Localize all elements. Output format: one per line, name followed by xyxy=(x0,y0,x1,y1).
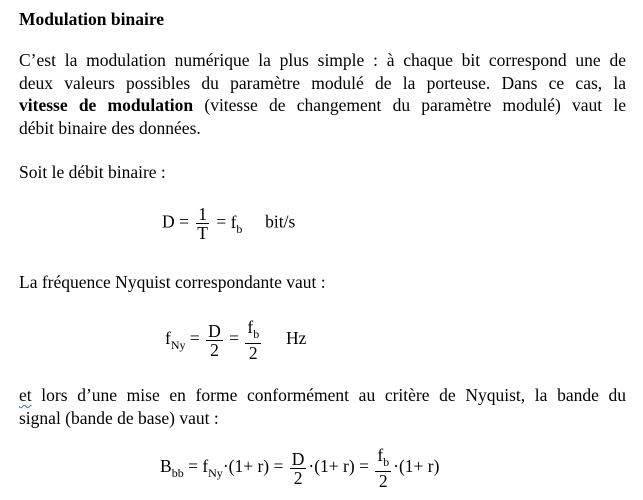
formula2-eq1: = xyxy=(189,328,200,349)
intro-paragraph xyxy=(19,49,626,139)
formula3-fraction-1 xyxy=(290,450,307,487)
formula3-term2: ·(1+ r) xyxy=(308,456,355,477)
band-line-1 xyxy=(19,384,626,407)
formula2-denominator-2: 2 xyxy=(248,343,258,363)
formula3-denominator-2: 2 xyxy=(378,471,388,491)
formula2-lhs-subscript: Ny xyxy=(170,338,186,353)
formula1-unit: bit/s xyxy=(265,211,296,232)
band-line-2: signal (bande de base) vaut : xyxy=(19,407,219,428)
formula2-eq2: = xyxy=(229,328,240,349)
formula1-denominator: T xyxy=(197,223,208,243)
formula1-fraction xyxy=(195,205,210,242)
formula-debit xyxy=(162,205,295,242)
formula1-numerator: 1 xyxy=(198,204,207,224)
formula1-rhs-subscript: b xyxy=(236,221,243,236)
band-line-1-rest: lors d’une mise en forme conformément au critère de Nyquist, la bande du xyxy=(31,385,626,405)
formula2-lhs: $f_{Ny}$ xyxy=(165,328,186,353)
formula3-numerator-2-subscript: b xyxy=(383,455,390,469)
formula-nyquist xyxy=(165,318,306,362)
formula3-denominator-1: 2 xyxy=(293,467,303,488)
section-heading: Modulation binaire xyxy=(19,9,165,29)
formula3-term3: ·(1+ r) xyxy=(393,456,440,477)
formula3-lhs-subscript: bb xyxy=(171,466,184,481)
bold-term: vitesse de modulation xyxy=(19,95,194,115)
formula3-fraction-2 xyxy=(375,446,391,490)
formula2-denominator-1: 2 xyxy=(210,339,219,360)
formula2-numerator-2-subscript: b xyxy=(253,327,260,341)
formula1-rhs: $f_b$ xyxy=(230,211,243,236)
formula3-lhs: $B_{bb}$ xyxy=(160,456,184,481)
debit-intro-text: Soit le débit binaire : xyxy=(19,162,166,182)
formula-bandwidth xyxy=(160,446,439,490)
formula2-numerator-2: $f_b$ xyxy=(245,318,261,344)
intro-line-4: débit binaire des données. xyxy=(19,117,201,138)
nyquist-intro-text: La fréquence Nyquist correspondante vaut : xyxy=(19,272,326,292)
formula2-unit: Hz xyxy=(285,328,307,349)
intro-line-3-rest: (vitesse de changement du paramètre modulé) vaut le xyxy=(193,95,626,115)
formula2-numerator-1: D xyxy=(208,320,221,341)
formula3-term1-subscript: Ny xyxy=(208,466,223,481)
intro-line-2: deux valeurs possibles du paramètre modulé de la porteuse. Dans ce cas, la xyxy=(19,72,626,93)
formula1-eq1: = xyxy=(179,211,189,232)
formula3-eq2: = xyxy=(273,456,284,477)
formula3-numerator-1: D xyxy=(291,448,305,469)
formula2-fraction-2 xyxy=(245,318,261,362)
intro-line-3 xyxy=(19,94,626,117)
formula3-eq1: = xyxy=(188,456,198,477)
formula3-numerator-2: $f_b$ xyxy=(375,446,391,472)
formula3-term1: $f_{Ny}\cdot(1+ r)$ xyxy=(202,456,270,481)
formula2-fraction-1 xyxy=(206,322,223,359)
intro-line-1: C’est la modulation numérique la plus simple : à chaque bit correspond une de xyxy=(19,50,626,70)
band-paragraph xyxy=(19,384,626,429)
formula3-eq3: = xyxy=(359,456,369,477)
spellcheck-word-et: et xyxy=(19,385,32,405)
formula1-lhs: D xyxy=(162,211,175,232)
formula1-eq2: = xyxy=(216,211,227,232)
